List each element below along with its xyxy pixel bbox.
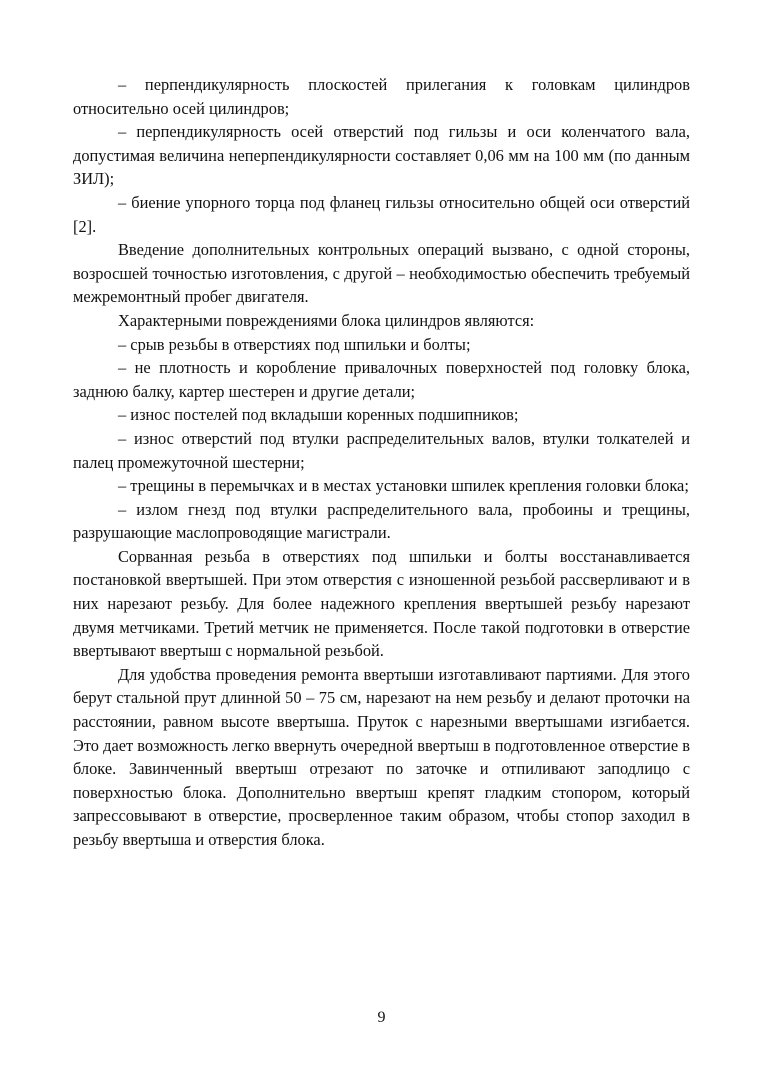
paragraph-bullet-perpendicularity-axes: – перпендикулярность осей отверстий под гильзы и оси коленчатого вала, допустимая величина неперпендикулярности составляет 0,06 мм на 100 мм (по данным ЗИЛ); [73, 122, 690, 189]
paragraph-bullet-runout: – биение упорного торца под фланец гильзы относительно общей оси отверстий [2]. [73, 192, 690, 236]
paragraph-additional-control: Введение дополнительных контрольных операций вызвано, с одной стороны, возросшей точностью изготовления, с другой – необходимостью обеспечить требуемый межремонтный пробег двигателя. [73, 240, 690, 307]
page-number: 9 [377, 1009, 386, 1026]
paragraph-bullet-warping: – не плотность и коробление привалочных поверхностей под головку блока, заднюю балку, картер шестерен и другие детали; [73, 358, 690, 401]
paragraph-damage-intro: Характерными повреждениями блока цилиндров являются: [118, 310, 535, 330]
paragraph-bullet-breakage: – излом гнезд под втулки распределительного вала, пробоины и трещины, разрушающие маслопроводящие магистрали. [73, 499, 690, 543]
paragraph-bullet-bushing-wear: – износ отверстий под втулки распределительных валов, втулки толкателей и палец промежуточной шестерни; [73, 428, 690, 472]
paragraph-bullet-cracks: – трещины в перемычках и в местах установки шпилек крепления головки блока; [118, 476, 689, 496]
paragraph-bullet-thread-strip: – срыв резьбы в отверстиях под шпильки и болты; [118, 334, 471, 354]
paragraph-bullet-bearing-wear: – износ постелей под вкладыши коренных подшипников; [118, 405, 519, 425]
paragraph-thread-repair: Сорванная резьба в отверстиях под шпильки и болты восстанавливается постановкой ввертышей. При этом отверстия с изношенной резьбой рассверливают и в них нарезают резьбу. Для более надежного крепления ввертышей резьбу нарезают двумя метчиками. Третий метчик не применяется. После такой подготовки в отверстие ввертывают ввертыш с нормальной резьбой. [73, 546, 690, 661]
body-text [73, 73, 690, 852]
paragraph-bullet-perpendicularity-planes: – перпендикулярность плоскостей прилегания к головкам цилиндров относительно осей цилиндров; [73, 75, 690, 118]
paragraph-insert-batches: Для удобства проведения ремонта ввертыши изготавливают партиями. Для этого берут стальной прут длинной 50 – 75 см, нарезают на нем резьбу и делают проточки на расстоянии, равном высоте ввертыша. Пруток с нарезными ввертышами изгибается. Это дает возможность легко ввернуть очередной ввертыш в подготовленное отверстие в блоке. Завинченный ввертыш отрезают по заточке и отпиливают заподлицо с поверхностью блока. Дополнительно ввертыш крепят гладким стопором, который запрессовывают в отверстие, просверленное таким образом, чтобы стопор заходил в резьбу ввертыша и отверстия блока. [73, 664, 690, 849]
